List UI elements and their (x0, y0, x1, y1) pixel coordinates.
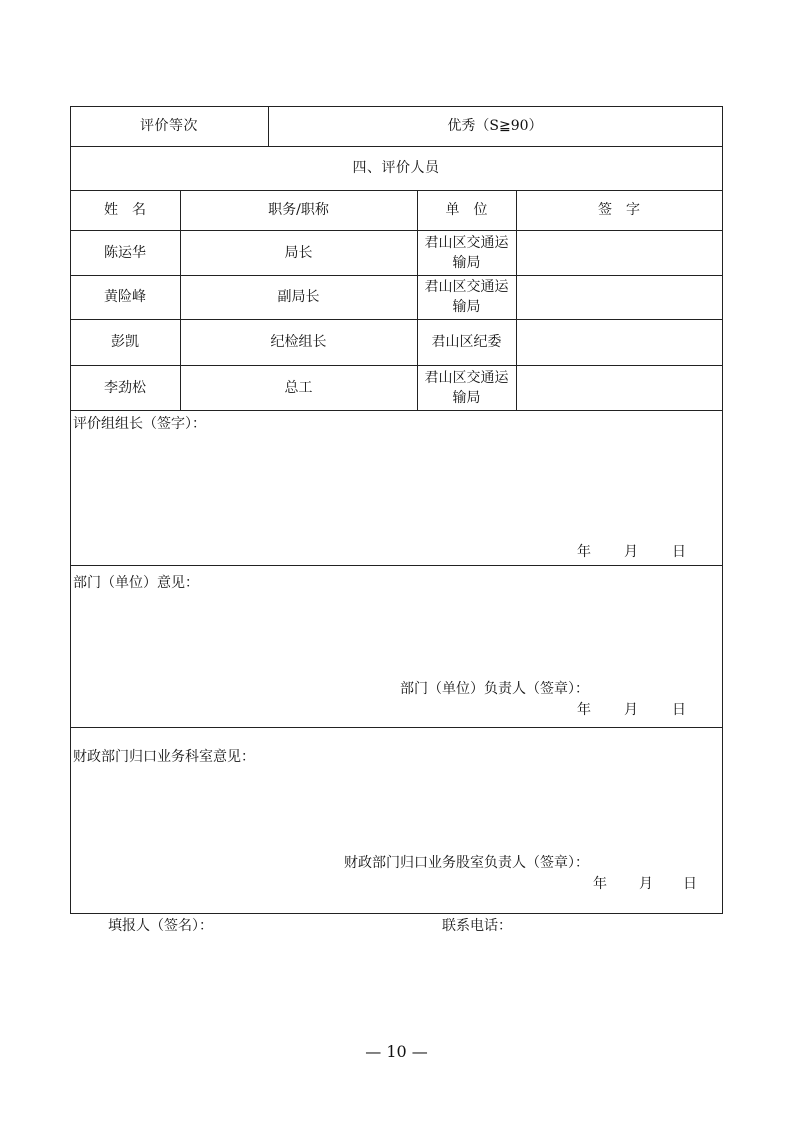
member-signature (516, 319, 722, 365)
dept-opinion-label: 部门（单位）意见： (73, 575, 199, 591)
column-header-title: 职务/职称 (268, 202, 329, 218)
grade-label: 评价等次 (140, 118, 198, 134)
member-unit: 君山区交通运输局 (424, 279, 509, 315)
table-line (70, 410, 723, 411)
member-title: 总工 (284, 379, 313, 396)
date-year: 年 (577, 544, 591, 560)
member-name: 陈运华 (104, 244, 146, 261)
dept-signer-label: 部门（单位）负责人（签章）： (400, 681, 589, 697)
table-line (70, 913, 723, 914)
column-header-unit: 单 位 (445, 202, 488, 218)
dept-opinion-date (0, 700, 793, 720)
finance-opinion-date (0, 874, 793, 894)
member-name: 黄险峰 (104, 289, 146, 305)
member-title: 纪检组长 (270, 334, 327, 350)
date-year: 年 (593, 876, 607, 892)
finance-opinion-label: 财政部门归口业务科室意见： (73, 749, 255, 765)
leader-sign-date (0, 542, 793, 562)
column-header-name: 姓 名 (104, 202, 146, 218)
member-unit: 君山区交通运输局 (424, 369, 509, 406)
member-signature (516, 275, 722, 319)
date-year: 年 (577, 702, 591, 718)
section-title: 四、评价人员 (352, 160, 440, 176)
leader-sign-label: 评价组组长（签字）： (73, 416, 206, 432)
member-name: 彭凯 (111, 334, 139, 350)
member-title: 局长 (284, 244, 313, 261)
grade-value: 优秀（S≧90） (447, 118, 543, 134)
member-signature (516, 230, 722, 275)
date-day: 日 (683, 876, 697, 892)
table-line (70, 565, 723, 566)
page-number: — 10 — (365, 1042, 428, 1061)
column-header-sign: 签 字 (598, 202, 640, 218)
date-day: 日 (672, 544, 686, 560)
date-month: 月 (639, 876, 653, 892)
filler-label: 填报人（签名）： (108, 918, 213, 934)
table-line (70, 727, 723, 728)
table-border-right (722, 106, 723, 913)
date-day: 日 (672, 702, 686, 718)
phone-label: 联系电话： (442, 918, 512, 934)
member-unit: 君山区纪委 (431, 334, 502, 350)
finance-signer-label: 财政部门归口业务股室负责人（签章）： (344, 855, 589, 871)
date-month: 月 (624, 544, 638, 560)
member-unit: 君山区交通运输局 (424, 234, 509, 271)
date-month: 月 (624, 702, 638, 718)
member-title: 副局长 (277, 289, 320, 305)
member-signature (516, 365, 722, 410)
member-name: 李劲松 (104, 379, 146, 396)
